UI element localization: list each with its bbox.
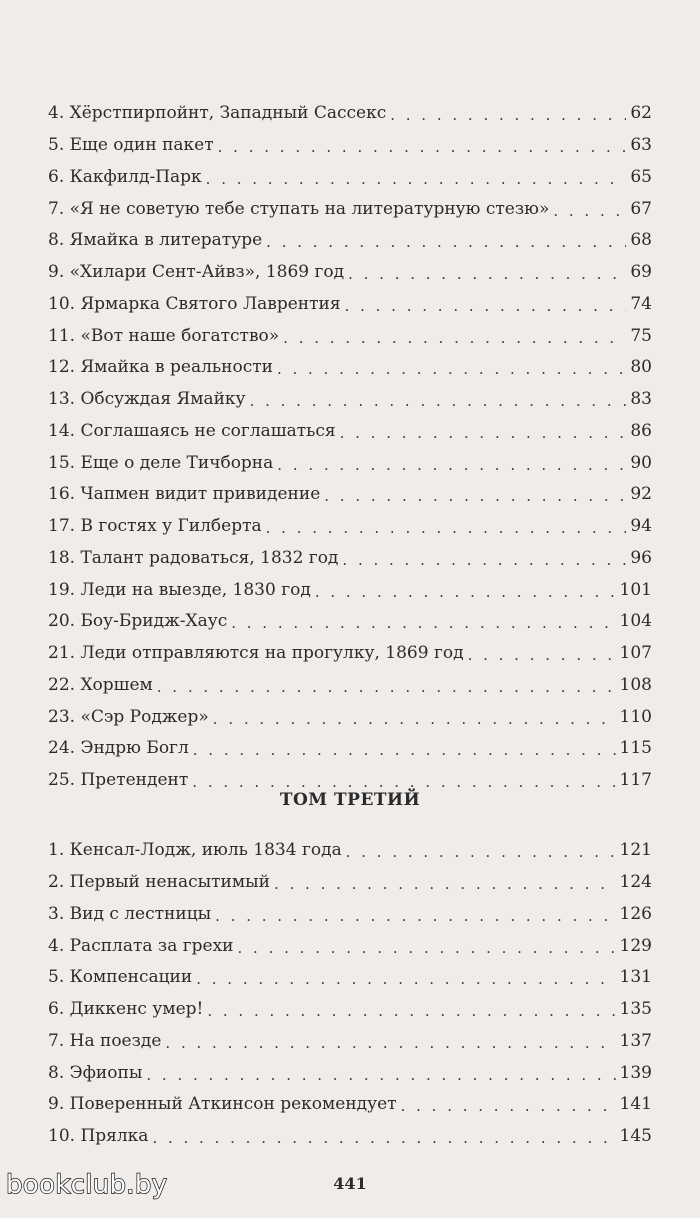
- toc-entry: [48, 352, 652, 384]
- toc-entry: [48, 606, 652, 638]
- toc-entry-page: 74: [630, 293, 652, 314]
- toc-entry-title: 25. Претендент: [48, 770, 189, 791]
- toc-entry-title: 4. Расплата за грехи: [48, 935, 234, 956]
- dot-leader: [207, 1004, 615, 1019]
- toc-entry: [48, 1089, 652, 1121]
- toc-entry: [48, 162, 652, 194]
- toc-volume-2: [48, 98, 652, 797]
- toc-entry-title: 6. Диккенс умер!: [48, 999, 204, 1020]
- toc-entry: [48, 670, 652, 702]
- toc-entry: [48, 511, 652, 543]
- dot-leader: [553, 204, 626, 219]
- watermark: bookclub.by: [6, 1170, 168, 1200]
- toc-entry-page: 141: [619, 1094, 652, 1115]
- dot-leader: [213, 712, 616, 727]
- toc-entry-page: 137: [619, 1030, 652, 1051]
- dot-leader: [283, 331, 626, 346]
- dot-leader: [348, 267, 626, 282]
- dot-leader: [324, 489, 626, 504]
- toc-entry-page: 107: [619, 643, 652, 664]
- toc-entry: [48, 574, 652, 606]
- toc-entry-page: 75: [630, 325, 652, 346]
- toc-entry-title: 6. Какфилд-Парк: [48, 166, 202, 187]
- toc-entry-page: 83: [630, 389, 652, 410]
- toc-entry-page: 117: [619, 770, 652, 791]
- toc-entry-page: 69: [630, 262, 652, 283]
- toc-entry-title: 22. Хоршем: [48, 674, 153, 695]
- toc-entry-page: 145: [619, 1126, 652, 1147]
- toc-entry-title: 19. Леди на выезде, 1830 год: [48, 579, 311, 600]
- toc-entry-page: 126: [619, 903, 652, 924]
- toc-entry-page: 65: [630, 166, 652, 187]
- toc-entry: [48, 320, 652, 352]
- dot-leader: [157, 680, 616, 695]
- dot-leader: [315, 585, 616, 600]
- toc-entry-title: 20. Боу-Бридж-Хаус: [48, 611, 228, 632]
- dot-leader: [192, 775, 615, 790]
- toc-volume-3: [48, 835, 652, 1153]
- dot-leader: [346, 845, 616, 860]
- toc-entry-title: 2. Первый ненасытимый: [48, 872, 270, 893]
- toc-entry-page: 104: [619, 611, 652, 632]
- dot-leader: [274, 877, 616, 892]
- toc-entry-title: 16. Чапмен видит привидение: [48, 484, 321, 505]
- toc-entry-page: 110: [619, 706, 652, 727]
- toc-entry: [48, 289, 652, 321]
- toc-entry: [48, 384, 652, 416]
- toc-entry: [48, 479, 652, 511]
- toc-entry-title: 15. Еще о деле Тичборна: [48, 452, 274, 473]
- toc-entry-title: 14. Соглашаясь не соглашаться: [48, 420, 336, 441]
- toc-entry-title: 23. «Сэр Роджер»: [48, 706, 209, 727]
- toc-entry-page: 131: [619, 967, 652, 988]
- toc-entry: [48, 1026, 652, 1058]
- toc-entry: [48, 1121, 652, 1153]
- toc-entry-title: 10. Прялка: [48, 1126, 149, 1147]
- toc-entry-page: 92: [630, 484, 652, 505]
- dot-leader: [266, 521, 627, 536]
- toc-entry-title: 3. Вид с лестницы: [48, 903, 212, 924]
- toc-entry-page: 68: [630, 230, 652, 251]
- dot-leader: [342, 553, 626, 568]
- toc-entry-page: 121: [619, 840, 652, 861]
- toc-entry: [48, 899, 652, 931]
- page-number: 441: [333, 1174, 367, 1193]
- dot-leader: [277, 458, 626, 473]
- toc-entry-title: 11. «Вот наше богатство»: [48, 325, 280, 346]
- toc-entry: [48, 225, 652, 257]
- dot-leader: [401, 1099, 616, 1114]
- volume-3-heading: ТОМ ТРЕТИЙ: [279, 790, 421, 810]
- toc-entry-title: 13. Обсуждая Ямайку: [48, 389, 246, 410]
- toc-entry: [48, 1057, 652, 1089]
- toc-entry-page: 108: [619, 674, 652, 695]
- toc-entry: [48, 701, 652, 733]
- toc-entry: [48, 416, 652, 448]
- toc-entry: [48, 193, 652, 225]
- toc-entry-page: 139: [619, 1062, 652, 1083]
- toc-entry-title: 1. Кенсал-Лодж, июль 1834 года: [48, 840, 342, 861]
- toc-entry-title: 8. Эфиопы: [48, 1062, 143, 1083]
- dot-leader: [152, 1131, 615, 1146]
- toc-entry-title: 8. Ямайка в литературе: [48, 230, 263, 251]
- toc-entry-title: 5. Компенсации: [48, 967, 193, 988]
- dot-leader: [390, 108, 626, 123]
- dot-leader: [277, 362, 626, 377]
- toc-entry: [48, 130, 652, 162]
- toc-entry-page: 135: [619, 999, 652, 1020]
- toc-entry-page: 101: [619, 579, 652, 600]
- toc-entry-title: 7. На поезде: [48, 1030, 162, 1051]
- toc-entry-title: 18. Талант радоваться, 1832 год: [48, 547, 339, 568]
- toc-entry-page: 129: [619, 935, 652, 956]
- toc-entry: [48, 835, 652, 867]
- toc-entry-title: 24. Эндрю Богл: [48, 738, 189, 759]
- toc-entry: [48, 733, 652, 765]
- toc-entry-page: 90: [630, 452, 652, 473]
- toc-entry-page: 94: [630, 516, 652, 537]
- toc-entry-title: 7. «Я не советую тебе ступать на литературную стезю»: [48, 198, 550, 219]
- toc-entry: [48, 98, 652, 130]
- dot-leader: [165, 1036, 615, 1051]
- dot-leader: [215, 909, 615, 924]
- toc-entry: [48, 447, 652, 479]
- toc-entry: [48, 543, 652, 575]
- dot-leader: [238, 941, 616, 956]
- dot-leader: [196, 972, 615, 987]
- toc-entry-title: 10. Ярмарка Святого Лаврентия: [48, 293, 341, 314]
- dot-leader: [468, 648, 616, 663]
- toc-entry: [48, 638, 652, 670]
- toc-entry-title: 4. Хёрстпирпойнт, Западный Сассекс: [48, 103, 387, 124]
- toc-entry: [48, 867, 652, 899]
- toc-entry-page: 124: [619, 872, 652, 893]
- toc-entry-title: 9. Поверенный Аткинсон рекомендует: [48, 1094, 397, 1115]
- toc-entry-page: 62: [630, 103, 652, 124]
- toc-entry-page: 86: [630, 420, 652, 441]
- toc-entry: [48, 962, 652, 994]
- dot-leader: [193, 743, 616, 758]
- dot-leader: [231, 616, 615, 631]
- toc-entry: [48, 257, 652, 289]
- toc-entry-page: 96: [630, 547, 652, 568]
- dot-leader: [218, 140, 627, 155]
- toc-entry-page: 80: [630, 357, 652, 378]
- dot-leader: [345, 299, 627, 314]
- toc-entry-page: 63: [630, 135, 652, 156]
- toc-entry: [48, 930, 652, 962]
- dot-leader: [146, 1068, 615, 1083]
- dot-leader: [266, 235, 626, 250]
- dot-leader: [206, 172, 627, 187]
- dot-leader: [340, 426, 627, 441]
- toc-entry-page: 115: [619, 738, 652, 759]
- toc-entry-title: 9. «Хилари Сент-Айвз», 1869 год: [48, 262, 345, 283]
- toc-entry-page: 67: [630, 198, 652, 219]
- dot-leader: [250, 394, 627, 409]
- toc-entry-title: 17. В гостях у Гилберта: [48, 516, 262, 537]
- toc-entry-title: 21. Леди отправляются на прогулку, 1869 год: [48, 643, 464, 664]
- toc-entry: [48, 994, 652, 1026]
- toc-entry-title: 5. Еще один пакет: [48, 135, 214, 156]
- toc-entry-title: 12. Ямайка в реальности: [48, 357, 273, 378]
